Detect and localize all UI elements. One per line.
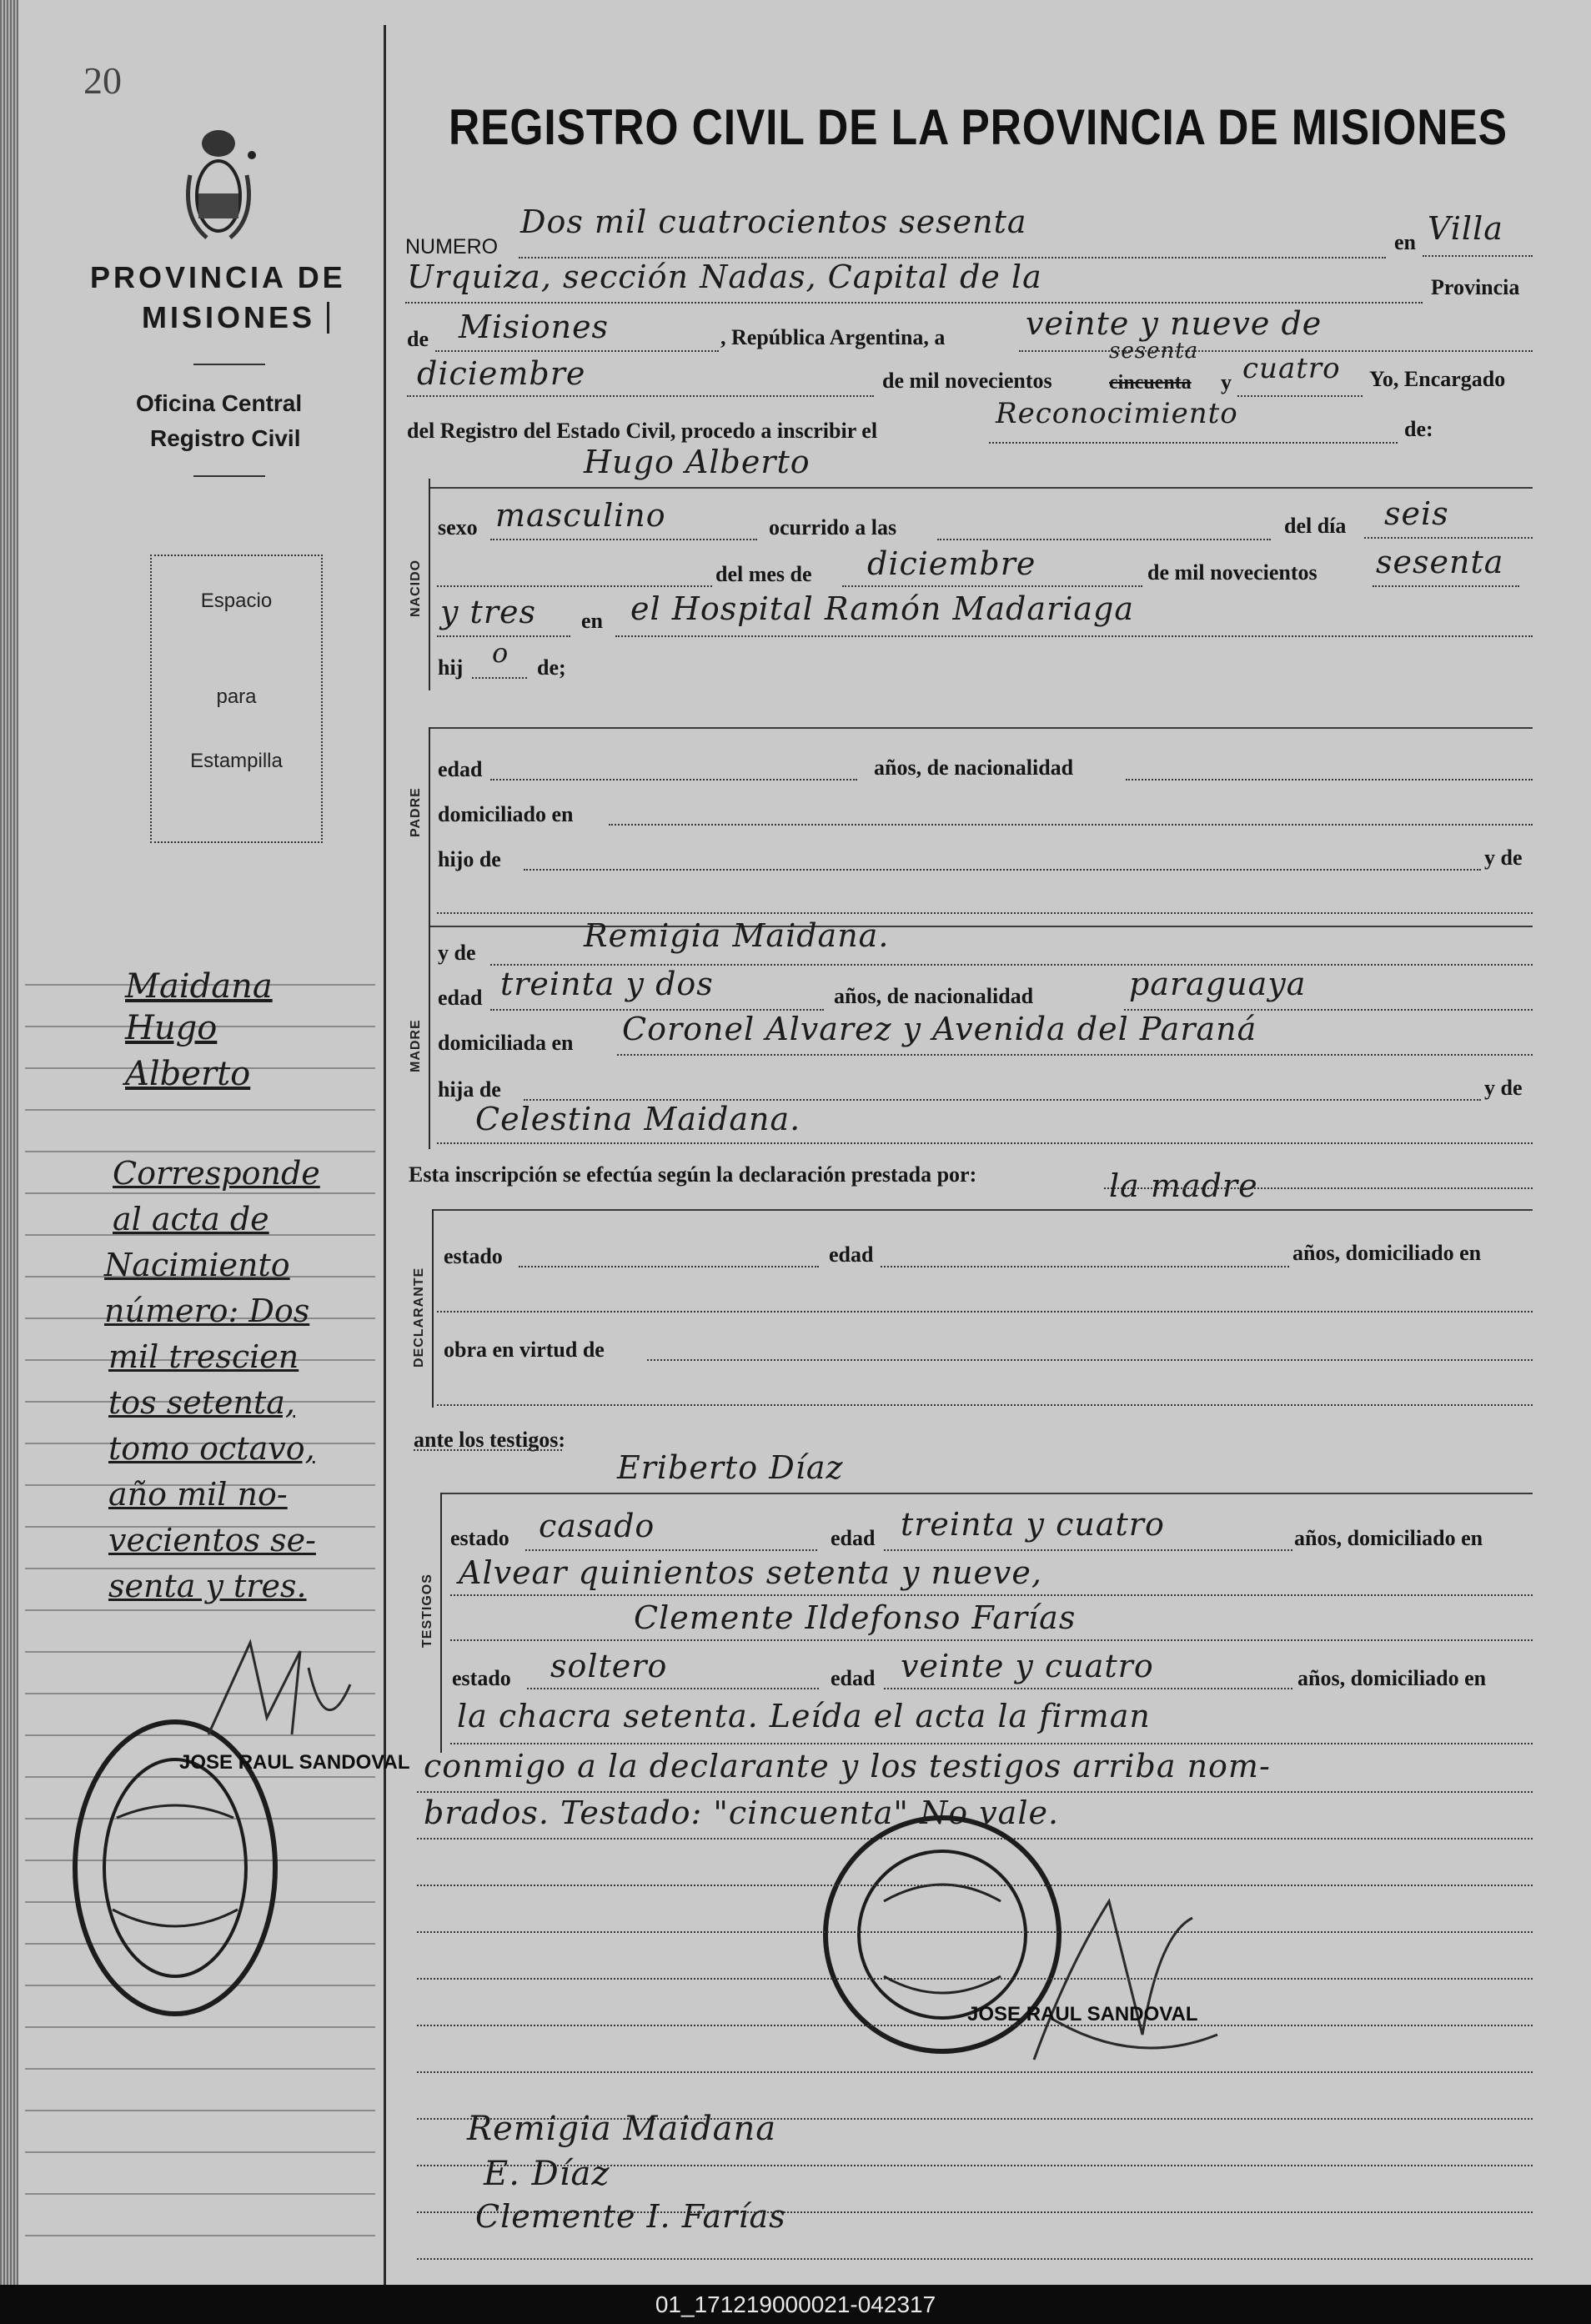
margin-note-line: tomo octavo, [108, 1430, 315, 1467]
province-label: PROVINCIA DE [90, 260, 346, 294]
mes-value: diciembre [417, 355, 586, 392]
edad-t1-label: edad [831, 1526, 876, 1550]
dom-t1-line [450, 1594, 1533, 1596]
margin-note-line: número: Dos [104, 1293, 310, 1329]
en-value: Villa [1428, 210, 1503, 247]
madre-hija-value: Celestina Maidana. [475, 1101, 801, 1137]
ruled-line [25, 2235, 375, 2236]
margin-note-line: Corresponde [113, 1155, 320, 1192]
closing-text-2: brados. Testado: "cincuenta" No vale. [424, 1794, 1060, 1831]
edad-madre-label: edad [438, 986, 483, 1010]
margin-note-line: al acta de [113, 1201, 269, 1237]
province-name: MISIONES [142, 300, 316, 334]
edad-padre-label: edad [438, 757, 483, 781]
footer-bar [0, 2285, 1591, 2324]
domiciliada-label: domiciliada en [438, 1031, 574, 1055]
edad-padre-line [490, 779, 857, 781]
page-number: 20 [83, 59, 122, 102]
estado-t2-line [527, 1688, 819, 1689]
acto-value: Reconocimiento [996, 397, 1238, 430]
y-de-madre-label: y de [438, 941, 476, 965]
office-label: Oficina Central [136, 390, 303, 416]
madre-hija-line [437, 1142, 1533, 1144]
estado-t1-line [525, 1549, 817, 1551]
page-title: REGISTRO CIVIL DE LA PROVINCIA DE MISIONES [449, 99, 1508, 155]
ruled-line [417, 2258, 1533, 2260]
edad-decl-label: edad [829, 1242, 874, 1267]
mes-nac-line [842, 585, 1142, 587]
provincia-label: Provincia [1431, 275, 1520, 299]
madre-edad-value: treinta y dos [500, 966, 714, 1002]
edad-t1-line [884, 1549, 1292, 1551]
del-registro-label: del Registro del Estado Civil, procedo a inscribir el [407, 419, 878, 443]
obra-extra-line [437, 1404, 1533, 1406]
stamp-box-line: Estampilla [190, 750, 283, 772]
dia-line [1364, 537, 1533, 539]
mes-line [407, 395, 874, 397]
anios-dom-t1-label: años, domiciliado en [1294, 1526, 1483, 1550]
section-line [430, 727, 1533, 729]
madre-dom-value: Coronel Alvarez y Avenida del Paraná [622, 1011, 1257, 1047]
margin-note-line: senta y tres. [108, 1568, 307, 1604]
divider [193, 475, 265, 477]
t2-estado-value: soltero [550, 1648, 668, 1684]
ante-testigos-label: ante los testigos: [414, 1428, 565, 1452]
signature-mark [1017, 1868, 1234, 2076]
declaracion-label: Esta inscripción se efectúa según la declaración prestada por: [409, 1162, 977, 1187]
madre-dom-line [617, 1054, 1533, 1056]
hijo-line [472, 677, 527, 679]
republica-label: , República Argentina, a [720, 325, 946, 349]
anios-dom-decl-label: años, domiciliado en [1292, 1241, 1482, 1265]
testigos-section-label: TESTIGOS [420, 1574, 434, 1648]
provincia-line [435, 350, 719, 352]
dom-padre-line [609, 824, 1533, 826]
acto-line [989, 442, 1398, 444]
obra-line [647, 1359, 1533, 1361]
signature-testigo-1: E. Díaz [484, 2155, 610, 2193]
yo-encargado-label: Yo, Encargado [1369, 367, 1506, 391]
fecha-value: veinte y nueve de [1026, 305, 1322, 342]
stamp-box-line: Espacio [200, 590, 273, 612]
nac-padre-line [1126, 779, 1533, 781]
testigo2-line [450, 1639, 1533, 1641]
lugar-line [615, 635, 1533, 637]
edad-t2-line [884, 1688, 1292, 1689]
en-nac-label: en [581, 609, 603, 633]
book-binding-edge [0, 0, 18, 2324]
ruled-line [25, 2068, 375, 2070]
cincuenta-strikeout: cincuenta [1109, 372, 1192, 394]
signature-testigo-2: Clemente I. Farías [475, 2198, 786, 2235]
closing-text-1: conmigo a la declarante y los testigos arriba nom- [424, 1748, 1271, 1784]
edad-t2-label: edad [831, 1666, 876, 1690]
divider [193, 364, 265, 365]
cuatro-value: cuatro [1242, 352, 1341, 385]
ruled-line [25, 1151, 375, 1152]
signature-mark [192, 1618, 359, 1751]
numero-value: Dos mil cuatrocientos sesenta [520, 203, 1027, 240]
anio-value: sesenta [1376, 544, 1504, 580]
padre-section-label: PADRE [409, 787, 423, 837]
sexo-line [490, 539, 757, 540]
y-de-label: y de [1484, 846, 1523, 870]
place-line [405, 302, 1423, 304]
numero-label: NUMERO [405, 235, 499, 259]
testigos-bracket [440, 1493, 442, 1753]
margin-note-line: mil trescien [108, 1338, 299, 1375]
ruled-line [25, 2110, 375, 2111]
en-label: en [1394, 230, 1416, 254]
ruled-line [25, 1609, 375, 1611]
header-bar [327, 302, 329, 334]
estado-decl-line [519, 1266, 819, 1267]
del-dia-label: del día [1284, 514, 1347, 538]
de-mil-label-2: de mil novecientos [1147, 560, 1317, 585]
de-label: de [407, 327, 429, 351]
estado-decl-label: estado [444, 1244, 503, 1268]
lugar-value: el Hospital Ramón Madariaga [630, 590, 1134, 627]
ruled-line [417, 2071, 1533, 2073]
margin-note-line: Alberto [125, 1055, 251, 1093]
margin-note-line: año mil no- [108, 1476, 288, 1513]
ruled-line [417, 1931, 1533, 1933]
hijo-de-line [524, 869, 1481, 871]
margin-note-line: Hugo [125, 1009, 218, 1047]
mes-nac-value: diciembre [867, 545, 1036, 582]
de-colon-label: de: [1404, 417, 1433, 441]
margin-note-line: vecientos se- [108, 1522, 316, 1559]
sexo-label: sexo [438, 515, 478, 540]
nombre-line [430, 487, 1533, 489]
obra-label: obra en virtud de [444, 1338, 605, 1362]
ante-underline [414, 1449, 562, 1451]
margin-note-line: Maidana [125, 967, 273, 1006]
declarante-value: la madre [1109, 1167, 1258, 1204]
t2-dom-value: la chacra setenta. Leída el acta la firman [457, 1698, 1151, 1734]
t1-dom-value: Alvear quinientos setenta y nueve, [459, 1554, 1042, 1591]
en-line [1423, 255, 1533, 257]
signature-madre: Remigia Maidana [467, 2110, 777, 2148]
sesenta-insert: sesenta [1109, 339, 1199, 364]
ocurrido-label: ocurrido a las [769, 515, 897, 540]
stamp-box [150, 555, 323, 843]
ruled-line [25, 2151, 375, 2153]
nacido-bracket [429, 479, 430, 690]
madre-nombre-value: Remigia Maidana. [584, 917, 890, 954]
dom-decl-line [437, 1311, 1533, 1313]
anio-line [1373, 585, 1519, 587]
madre-bracket [429, 926, 430, 1149]
ruled-line [417, 1885, 1533, 1886]
office-label-2: Registro Civil [150, 425, 301, 451]
nacionalidad-madre-label: años, de nacionalidad [834, 984, 1034, 1008]
padre-extra-line [437, 912, 1533, 914]
dia-value: seis [1384, 495, 1449, 532]
hijo-de-label: hijo de [438, 847, 501, 871]
testigo2-value: Clemente Ildefonso Farías [634, 1599, 1077, 1636]
section-line [442, 1493, 1533, 1494]
blank-line [437, 585, 712, 587]
edad-decl-line [881, 1266, 1289, 1267]
provincia-value: Misiones [459, 309, 610, 345]
hij-label: hij [438, 655, 464, 680]
ruled-line [25, 1109, 375, 1111]
t2-edad-value: veinte y cuatro [901, 1648, 1154, 1684]
nombre-value: Hugo Alberto [584, 444, 811, 480]
anios-dom-t2-label: años, domiciliado en [1297, 1666, 1487, 1690]
padre-bracket [429, 727, 430, 926]
dom-t2-line [450, 1743, 1533, 1744]
ruled-line [25, 2193, 375, 2195]
y-de-label-2: y de [1484, 1076, 1523, 1100]
t1-edad-value: treinta y cuatro [901, 1506, 1165, 1543]
margin-line [384, 25, 386, 2310]
coat-of-arms-icon [182, 125, 257, 250]
ruled-line [25, 1192, 375, 1194]
ruled-line [417, 2025, 1533, 2026]
nacido-section-label: NACIDO [409, 559, 423, 617]
testigo1-value: Eriberto Díaz [617, 1449, 844, 1486]
official-name-stamp: JOSE RAUL SANDOVAL [967, 2003, 1198, 2025]
cuatro-line [1237, 395, 1363, 397]
nacionalidad-padre-label: años, de nacionalidad [874, 755, 1074, 780]
de-semicolon-label: de; [537, 655, 566, 680]
hija-de-label: hija de [438, 1077, 501, 1102]
margin-note-line: Nacimiento [104, 1247, 290, 1283]
de-mil-label: de mil novecientos [882, 369, 1052, 393]
estado-t1-label: estado [450, 1526, 509, 1550]
footer-code: 01_171219000021-042317 [655, 2291, 936, 2317]
madre-nac-value: paraguaya [1129, 966, 1307, 1002]
official-name-stamp: JOSE RAUL SANDOVAL [179, 1751, 410, 1774]
y-label: y [1221, 370, 1232, 394]
estado-t2-label: estado [452, 1666, 511, 1690]
del-mes-label: del mes de [715, 562, 812, 586]
declarante-section-label: DECLARANTE [412, 1267, 426, 1368]
hora-line [937, 539, 1271, 540]
sexo-value: masculino [495, 497, 666, 534]
stamp-box-line: para [216, 685, 257, 708]
section-line [434, 1209, 1533, 1211]
place-value: Urquiza, sección Nadas, Capital de la [407, 259, 1042, 295]
t1-estado-value: casado [539, 1508, 655, 1544]
declarante-bracket [432, 1209, 434, 1408]
hijo-value: o [492, 637, 509, 669]
declarante-line [1104, 1187, 1533, 1189]
domiciliado-padre-label: domiciliado en [438, 802, 574, 826]
ruled-line [417, 1978, 1533, 1980]
margin-note-line: tos setenta, [108, 1384, 295, 1421]
anio2-value: y tres [440, 594, 536, 630]
madre-section-label: MADRE [409, 1019, 423, 1072]
